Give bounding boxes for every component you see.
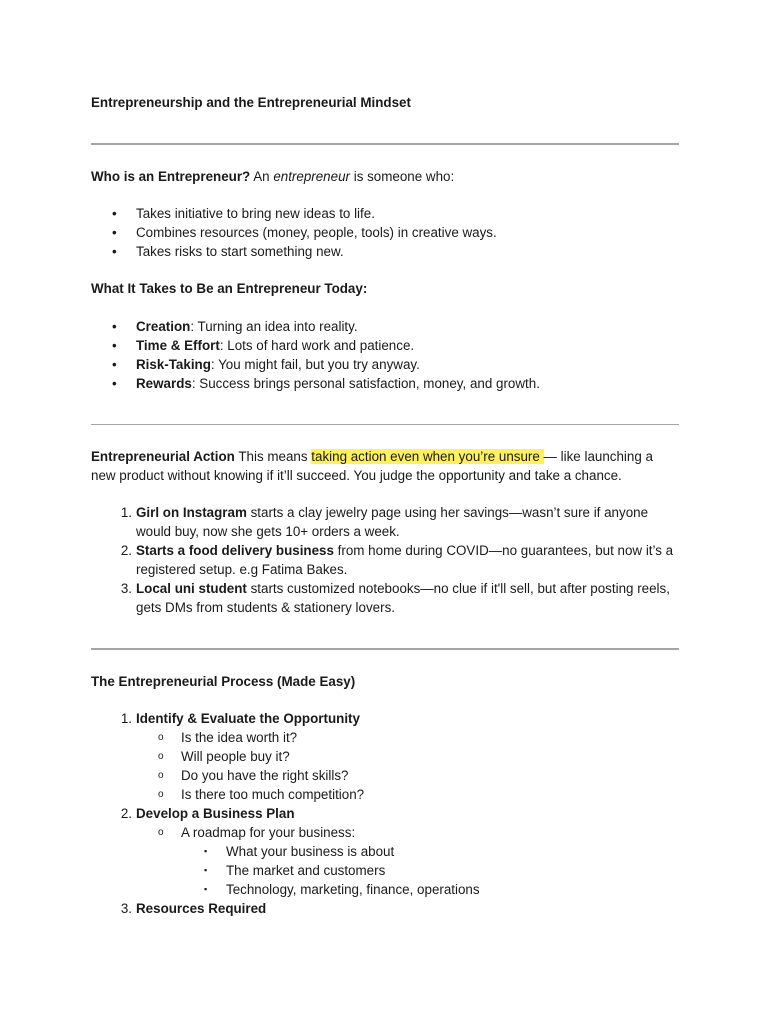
- bullet-icon: •: [112, 206, 117, 221]
- list-item-text: Will people buy it?: [181, 749, 290, 764]
- process-step: [91, 709, 683, 804]
- list-item: [91, 336, 683, 355]
- sub-list: [136, 728, 683, 804]
- list-item: [91, 355, 683, 374]
- list-number: 1.: [120, 505, 132, 520]
- circle-bullet-icon: o: [158, 751, 164, 762]
- list-number: 3.: [120, 901, 132, 916]
- list-item-text: starts customized notebooks—no clue if it'll sell, but after posting reels, gets DMs from students & stationery lovers.: [136, 581, 670, 615]
- circle-bullet-icon: o: [158, 827, 164, 838]
- list-item-term: Creation: [136, 319, 191, 334]
- takes-heading: [91, 279, 681, 298]
- list-item-text: Takes initiative to bring new ideas to life.: [136, 206, 375, 221]
- who-term: entrepreneur: [273, 169, 350, 184]
- list-item: [181, 861, 683, 880]
- square-bullet-icon: ▪: [204, 846, 208, 856]
- who-intro-post: is someone who:: [350, 169, 455, 184]
- list-item-text: : Success brings personal satisfaction, money, and growth.: [191, 376, 540, 391]
- list-item-text: What your business is about: [226, 844, 395, 859]
- list-item: [91, 503, 683, 541]
- list-item-term: Girl on Instagram: [136, 505, 247, 520]
- list-item-term: Local uni student: [136, 581, 247, 596]
- process-step: [91, 899, 683, 918]
- action-heading: Entrepreneurial Action: [91, 449, 235, 464]
- list-number: 2.: [120, 806, 132, 821]
- circle-bullet-icon: o: [158, 732, 164, 743]
- list-item: [136, 823, 683, 899]
- list-item-text: Combines resources (money, people, tools) in creative ways.: [136, 225, 497, 240]
- list-item: [136, 766, 683, 785]
- bullet-icon: •: [112, 338, 117, 353]
- list-item-text: from home during COVID—no guarantees, but now it’s a registered setup. e.g Fatima Bakes.: [136, 543, 674, 577]
- bullet-icon: •: [112, 319, 117, 334]
- process-heading: [91, 672, 681, 691]
- who-bullet-list: [91, 204, 683, 261]
- list-item-text: Do you have the right skills?: [181, 768, 349, 783]
- list-item-text: Is there too much competition?: [181, 787, 365, 802]
- list-item: [91, 579, 683, 617]
- circle-bullet-icon: o: [158, 770, 164, 781]
- bullet-icon: •: [112, 376, 117, 391]
- section-divider: [91, 424, 679, 425]
- sub-sub-list: [181, 842, 683, 899]
- who-heading: Who is an Entrepreneur?: [91, 169, 251, 184]
- section-divider: [91, 143, 679, 145]
- list-item-text: A roadmap for your business:: [181, 825, 356, 840]
- list-item-term: Time & Effort: [136, 338, 220, 353]
- list-item: [91, 242, 683, 261]
- list-item-term: Risk-Taking: [136, 357, 211, 372]
- list-item: [91, 223, 683, 242]
- who-intro-pre: An: [250, 169, 274, 184]
- circle-bullet-icon: o: [158, 789, 164, 800]
- list-item: [136, 747, 683, 766]
- takes-bullet-list: [91, 317, 683, 393]
- list-number: 1.: [120, 711, 132, 726]
- list-number: 3.: [120, 581, 132, 596]
- list-item: [181, 880, 683, 899]
- list-item-text: Technology, marketing, finance, operations: [226, 882, 480, 897]
- action-paragraph: [91, 447, 681, 485]
- list-item-text: The market and customers: [226, 863, 386, 878]
- highlighted-text: taking action even when you’re unsure: [311, 449, 544, 464]
- bullet-icon: •: [112, 225, 117, 240]
- action-post: — like launching a new product without knowing if it’ll succeed. You judge the opportunity and take a chance.: [91, 449, 653, 483]
- square-bullet-icon: ▪: [204, 865, 208, 875]
- list-item-text: starts a clay jewelry page using her savings—wasn’t sure if anyone would buy, now she gets 10+ orders a week.: [136, 505, 649, 539]
- list-item: [181, 842, 683, 861]
- process-step-list: [91, 709, 683, 918]
- list-item: [91, 541, 683, 579]
- list-item-text: Takes risks to start something new.: [136, 244, 344, 259]
- list-item: [91, 374, 683, 393]
- process-step: [91, 804, 683, 899]
- list-item: [136, 785, 683, 804]
- action-example-list: [91, 503, 683, 617]
- list-item-term: Rewards: [136, 376, 192, 391]
- bullet-icon: •: [112, 357, 117, 372]
- list-item: [136, 728, 683, 747]
- list-item-text: : Lots of hard work and patience.: [219, 338, 415, 353]
- list-item: [91, 204, 683, 223]
- list-item-text: : Turning an idea into reality.: [190, 319, 358, 334]
- takes-heading-text: What It Takes to Be an Entrepreneur Today:: [91, 281, 368, 296]
- sub-list: [136, 823, 683, 899]
- section-divider: [91, 648, 679, 650]
- list-number: 2.: [120, 543, 132, 558]
- document-title: Entrepreneurship and the Entrepreneurial Mindset: [91, 95, 411, 110]
- process-step-label: Resources Required: [136, 901, 267, 916]
- who-intro: [91, 167, 681, 186]
- bullet-icon: •: [112, 244, 117, 259]
- list-item-text: Is the idea worth it?: [181, 730, 298, 745]
- list-item-text: : You might fail, but you try anyway.: [210, 357, 420, 372]
- square-bullet-icon: ▪: [204, 884, 208, 894]
- action-pre: This means: [234, 449, 312, 464]
- list-item-term: Starts a food delivery business: [136, 543, 334, 558]
- list-item: [91, 317, 683, 336]
- process-step-label: Identify & Evaluate the Opportunity: [136, 711, 360, 726]
- process-heading-text: The Entrepreneurial Process (Made Easy): [91, 674, 356, 689]
- process-step-label: Develop a Business Plan: [136, 806, 295, 821]
